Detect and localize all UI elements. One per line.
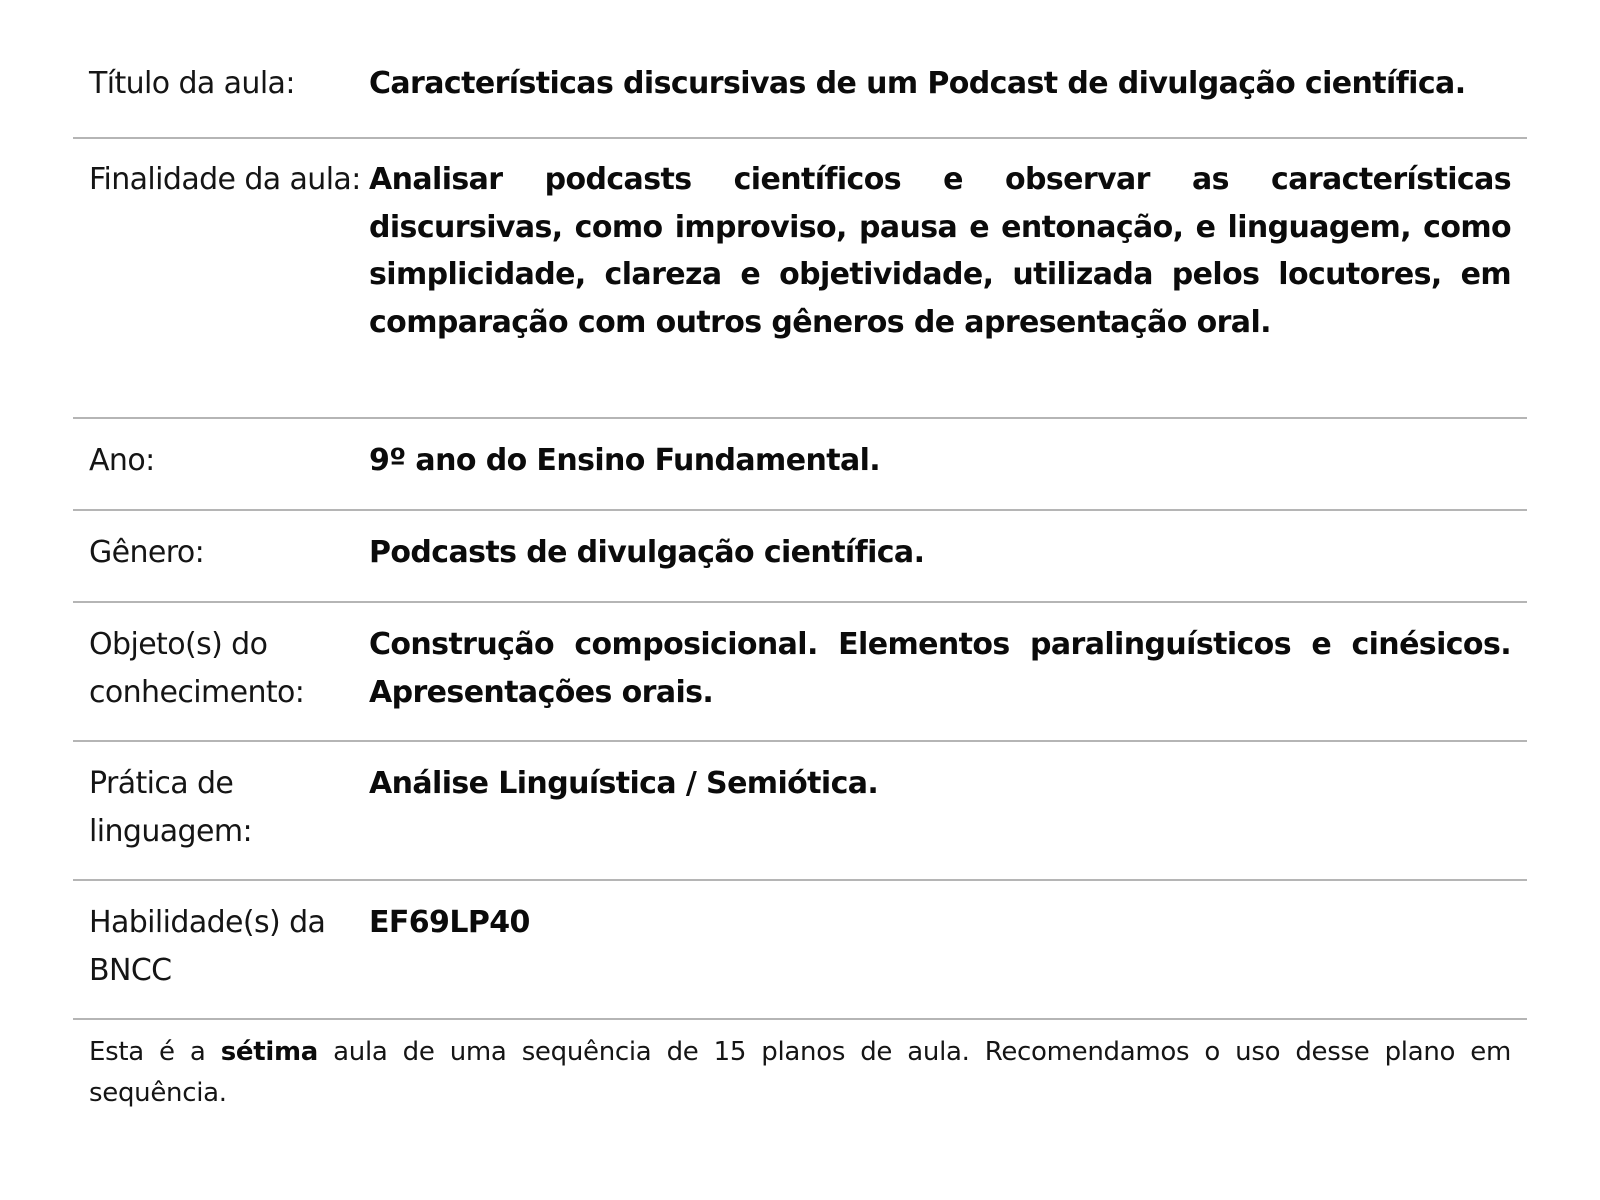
field-label: Gênero: [89, 535, 205, 570]
note-suffix: aula de uma sequência de 15 planos de aula. Recomendamos o uso desse plano em sequência. [89, 1037, 1512, 1108]
field-label: Habilidade(s) da BNCC [89, 905, 326, 988]
field-value: 9º ano do Ensino Fundamental. [369, 443, 881, 478]
field-label: Finalidade da aula: [89, 162, 361, 197]
row-bncc-skills [73, 881, 1527, 1020]
sequence-note [73, 1020, 1527, 1114]
field-value: Características discursivas de um Podcast de divulgação científica. [369, 66, 1466, 101]
row-genre [73, 511, 1527, 603]
field-value: EF69LP40 [369, 905, 530, 940]
field-label: Ano: [89, 443, 155, 478]
row-school-year [73, 419, 1527, 511]
field-value: Construção composicional. Elementos paralinguísticos e cinésicos. Apresentações orais. [369, 627, 1511, 710]
row-lesson-title [73, 50, 1527, 139]
field-value: Podcasts de divulgação científica. [369, 535, 925, 570]
field-value: Análise Linguística / Semiótica. [369, 766, 879, 801]
field-label: Prática de linguagem: [89, 766, 252, 849]
field-value: Analisar podcasts científicos e observar as características discursivas, como improviso, pausa e entonação, e linguagem, como simplicidade, clareza e objetividade, utilizada pelos locutores, em comparação com outros gêneros de apresentação oral. [369, 162, 1511, 340]
row-knowledge-objects [73, 603, 1527, 742]
note-emphasis: sétima [220, 1037, 318, 1067]
lesson-plan-table [73, 50, 1527, 1114]
row-language-practice [73, 742, 1527, 881]
field-label: Objeto(s) do conhecimento: [89, 627, 305, 710]
note-prefix: Esta é a [89, 1037, 221, 1067]
field-label: Título da aula: [89, 66, 295, 101]
row-lesson-purpose [73, 139, 1527, 419]
